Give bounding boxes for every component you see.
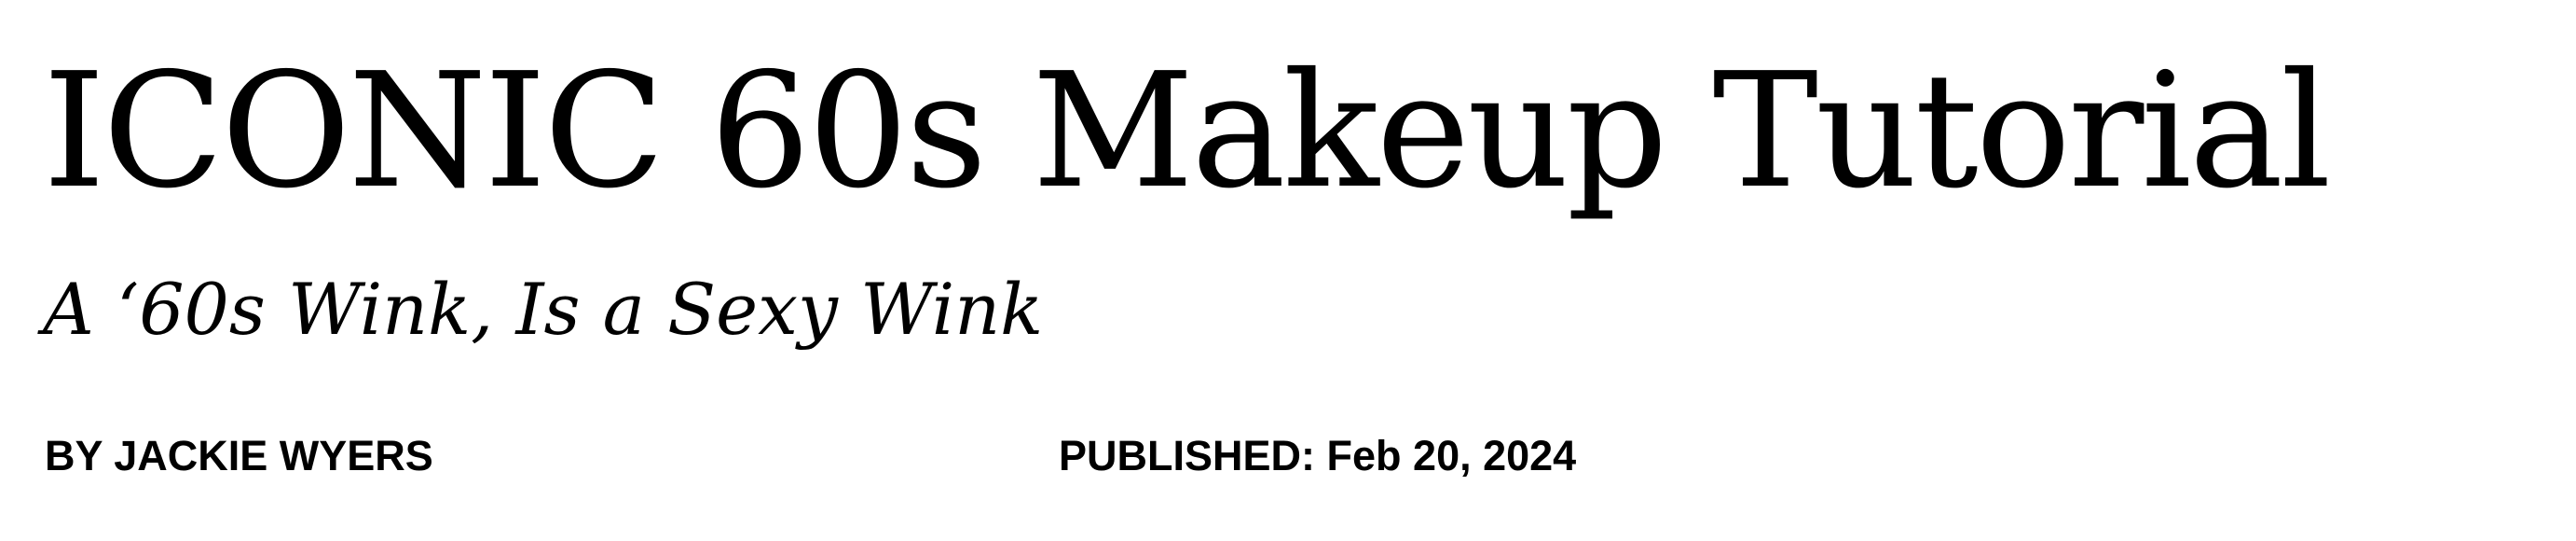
author-byline: BY JACKIE WYERS [45,432,433,479]
article-title: ICONIC 60s Makeup Tutorial [43,39,2329,224]
published-label: PUBLISHED: [1059,432,1316,479]
published-date: Feb 20, 2024 [1326,432,1577,479]
published-meta [1059,431,1576,481]
article-subtitle: A ‘60s Wink, Is a Sexy Wink [43,268,1044,351]
